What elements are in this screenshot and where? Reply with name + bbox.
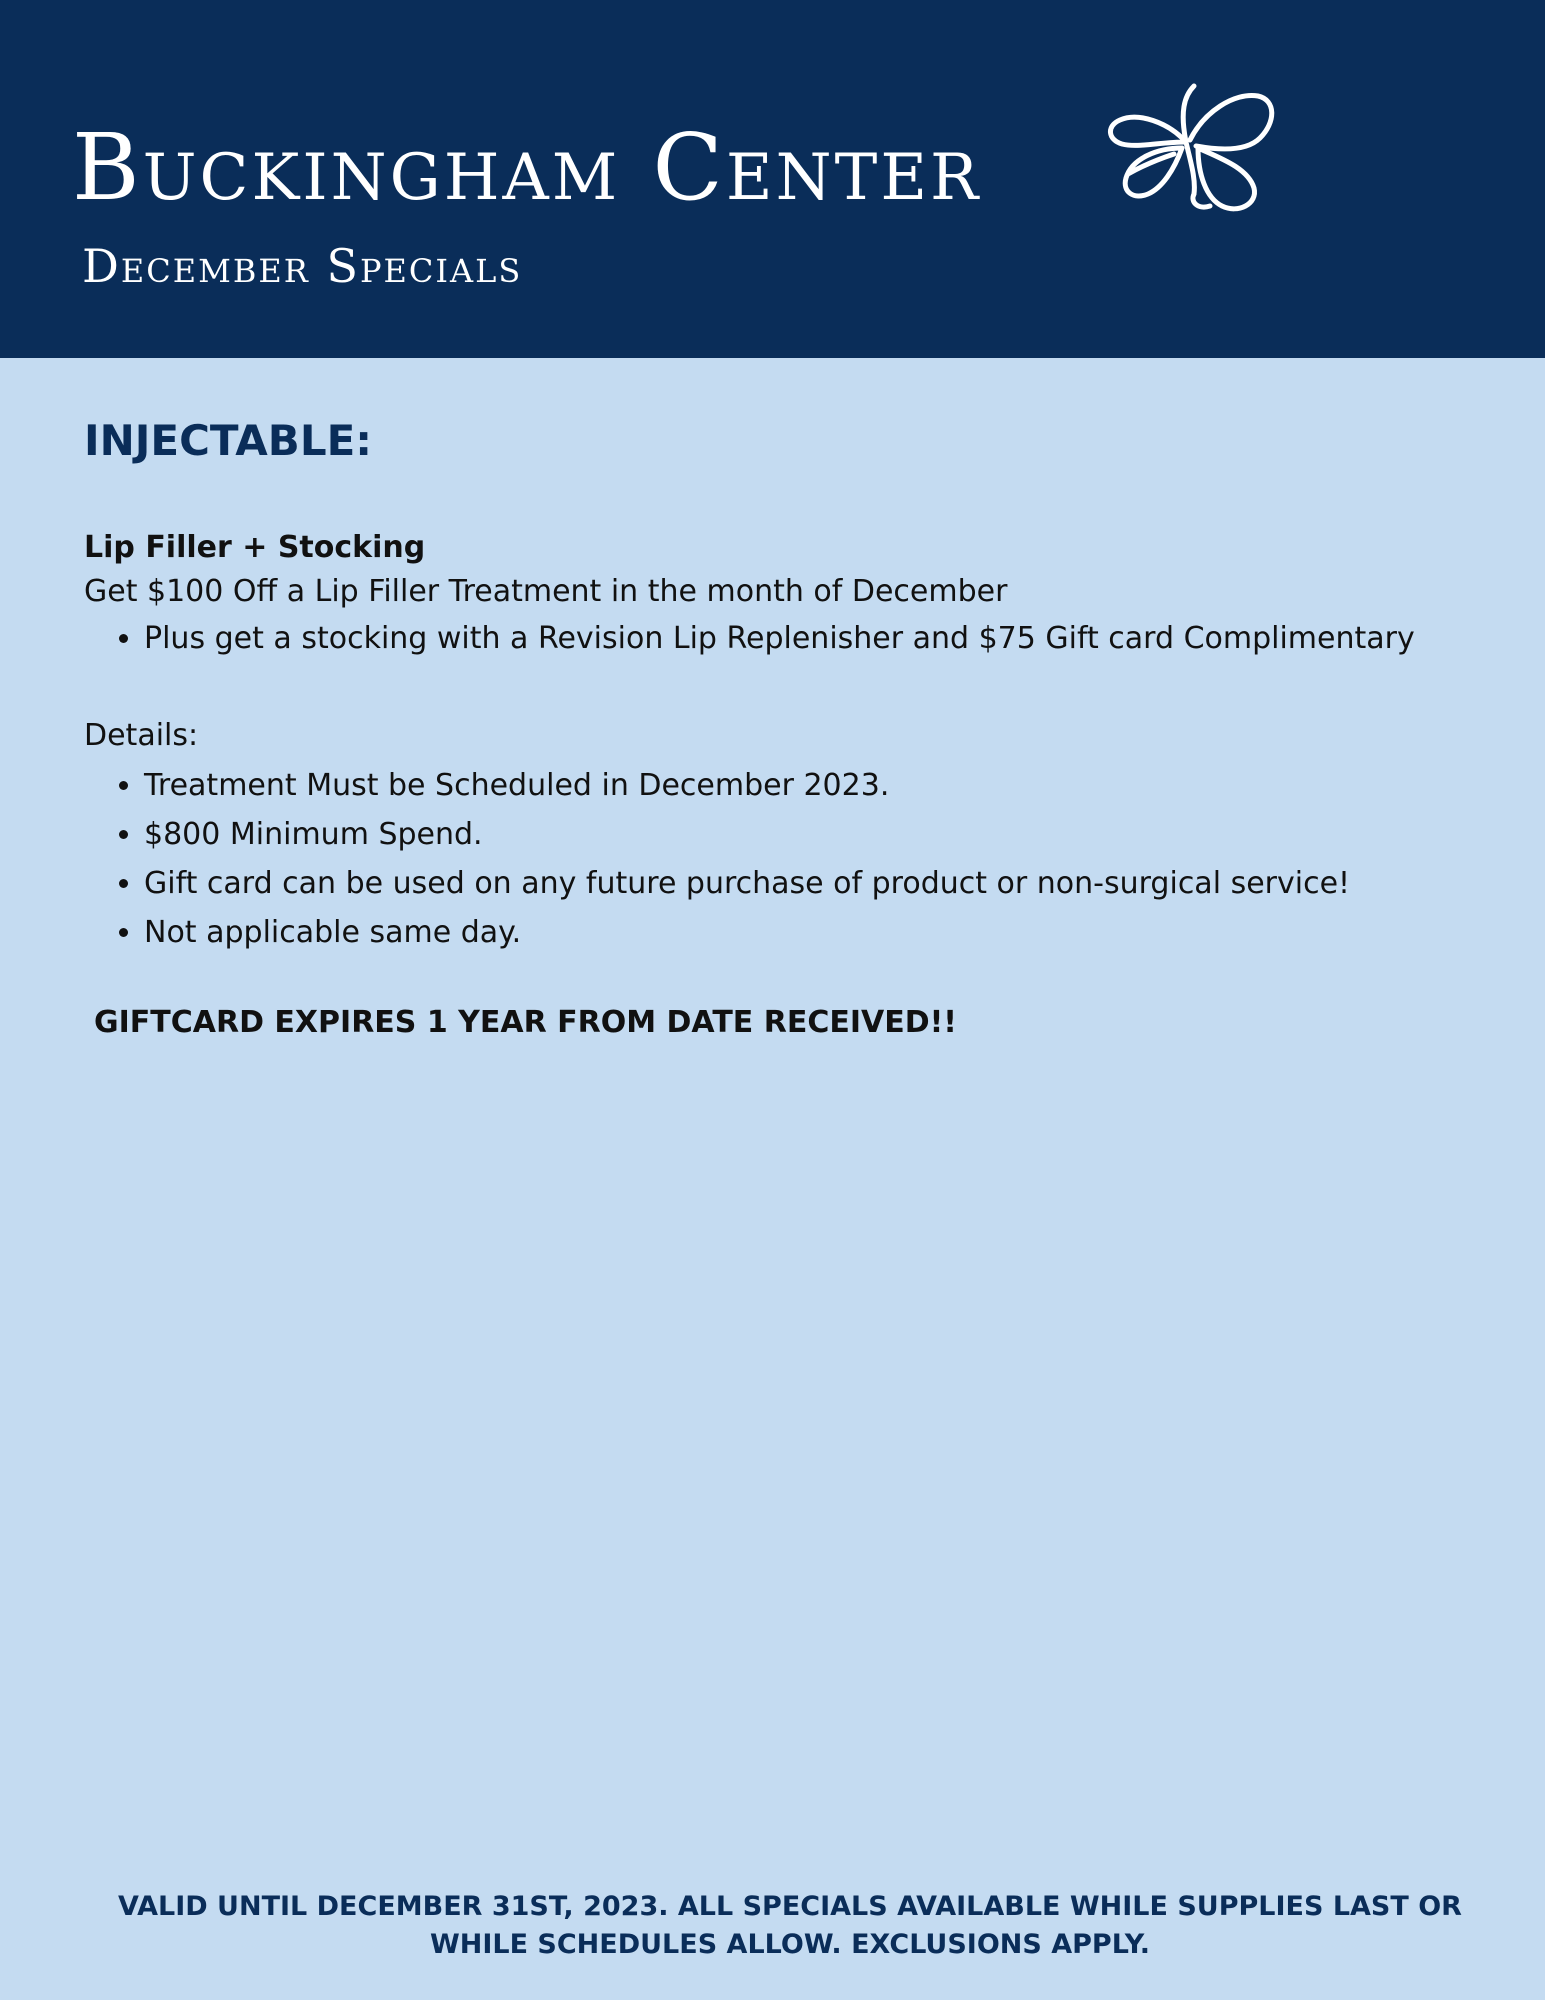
page-subtitle: December Specials bbox=[82, 239, 523, 293]
header-banner bbox=[0, 0, 1545, 358]
details-item: • Not applicable same day. bbox=[144, 908, 1464, 957]
brand-title: Buckingham Center bbox=[72, 114, 982, 221]
offer-bullet-list bbox=[84, 614, 1464, 663]
butterfly-icon bbox=[1098, 82, 1280, 222]
specials-content bbox=[84, 416, 1464, 1045]
section-heading: INJECTABLE: bbox=[84, 416, 373, 465]
details-item: • $800 Minimum Spend. bbox=[144, 810, 1464, 859]
giftcard-expiry-note: GIFTCARD EXPIRES 1 YEAR FROM DATE RECEIVED!! bbox=[94, 1005, 957, 1040]
footer-disclaimer: VALID UNTIL DECEMBER 31ST, 2023. ALL SPECIALS AVAILABLE WHILE SUPPLIES LAST OR WHILE SCHEDULES ALLOW. EXCLUSIONS APPLY. bbox=[118, 1891, 1462, 1960]
offer-title: Lip Filler + Stocking bbox=[84, 530, 426, 565]
offer-bullet: • Plus get a stocking with a Revision Lip Replenisher and $75 Gift card Complimentary bbox=[144, 614, 1464, 663]
details-item: • Treatment Must be Scheduled in December 2023. bbox=[144, 761, 1464, 810]
details-item: • Gift card can be used on any future purchase of product or non-surgical service! bbox=[144, 859, 1464, 908]
details-list bbox=[84, 761, 1464, 957]
offer-description: Get $100 Off a Lip Filler Treatment in the month of December bbox=[84, 574, 1008, 609]
details-label: Details: bbox=[84, 718, 199, 753]
